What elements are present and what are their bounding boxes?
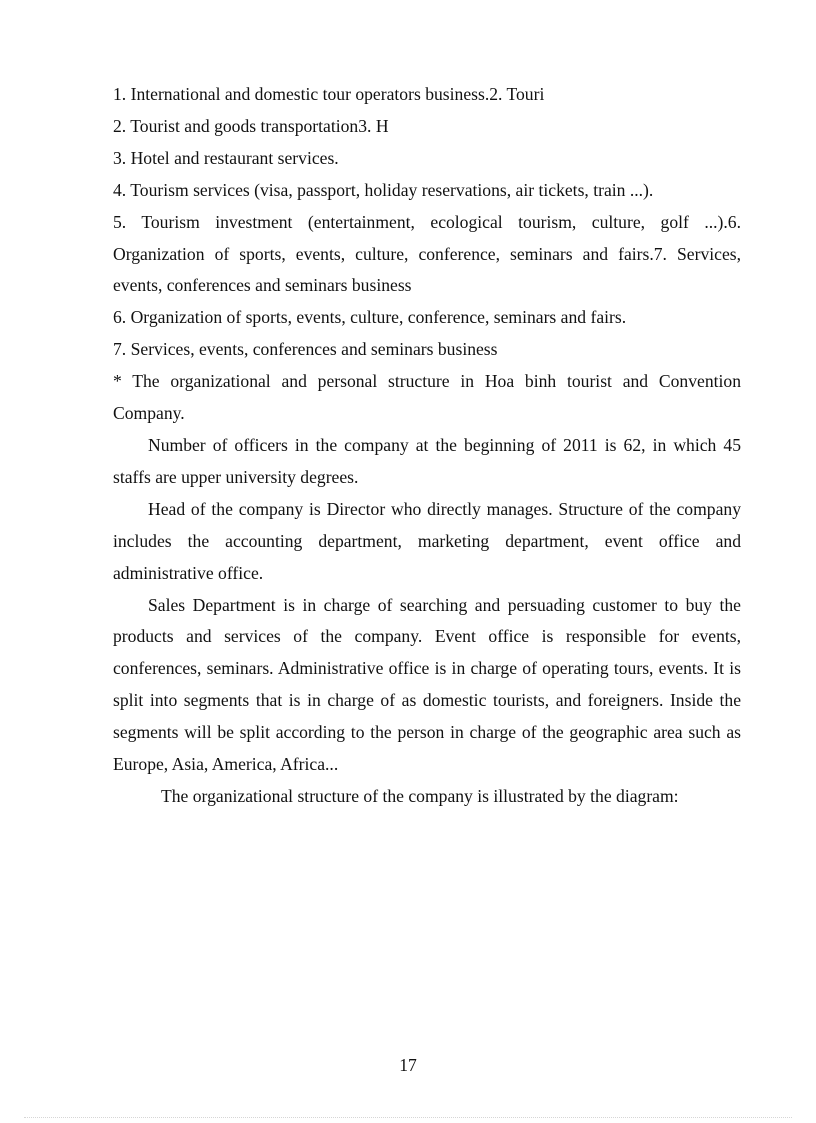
page-number: 17: [399, 1055, 417, 1075]
list-item-3: 3. Hotel and restaurant services.: [113, 147, 339, 168]
paragraph-head-of-company: Head of the company is Director who directly manages. Structure of the company includes the accounting department, marketing department, event office and administrative office.: [113, 498, 741, 583]
paragraph-sales-department: Sales Department is in charge of searching and persuading customer to buy the products and services of the company. Event office is responsible for events, conferences, seminars. Administrative office is in charge of operating tours, events. It is split into segments that is in charge of as domestic tourists, and foreigners. Inside the segments will be split according to the person in charge of the geographic area such as Europe, Asia, America, Africa...: [113, 594, 741, 775]
list-item-5-paragraph: 5. Tourism investment (entertainment, ecological tourism, culture, golf ...).6. Organization of sports, events, culture, conference, seminars and fairs.7. Services, events, conferences and seminars business: [113, 211, 741, 296]
page-body: [113, 79, 741, 813]
structure-heading: * The organizational and personal structure in Hoa binh tourist and Convention Company.: [113, 371, 741, 424]
list-item-7: 7. Services, events, conferences and seminars business: [113, 339, 498, 360]
diagram-caption: The organizational structure of the company is illustrated by the diagram:: [161, 785, 679, 806]
paragraph-officers: Number of officers in the company at the beginning of 2011 is 62, in which 45 staffs are upper university degrees.: [113, 434, 741, 487]
page-bottom-divider: [24, 1117, 792, 1118]
list-item-1: 1. International and domestic tour operators business.2. Touri: [113, 84, 545, 104]
list-item-6: 6. Organization of sports, events, culture, conference, seminars and fairs.: [113, 307, 627, 328]
list-item-2: 2. Tourist and goods transportation3. H: [113, 115, 389, 136]
list-item-4: 4. Tourism services (visa, passport, holiday reservations, air tickets, train ...).: [113, 179, 654, 200]
